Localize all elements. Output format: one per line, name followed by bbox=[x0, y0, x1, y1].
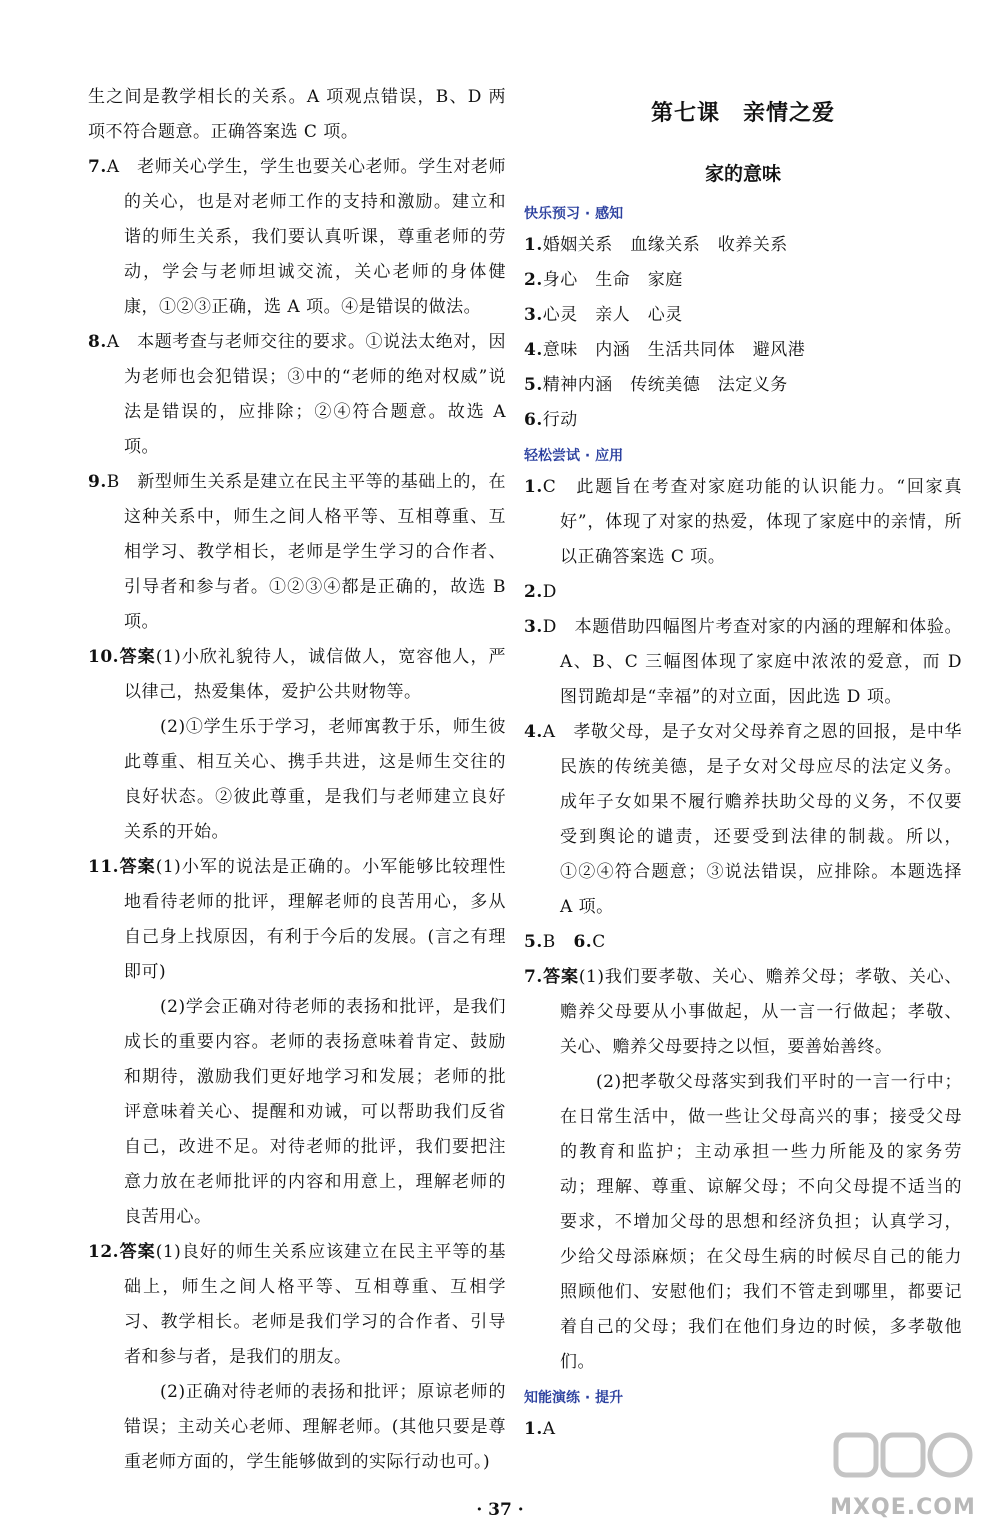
question-number: 12. bbox=[88, 1242, 120, 1262]
page-number: · 37 · bbox=[476, 1500, 524, 1520]
answer-text: (1)小欣礼貌待人，诚信做人，宽容他人，严以律己，热爱集体，爱护公共财物等。 bbox=[124, 647, 506, 702]
answer-text: D bbox=[542, 582, 557, 602]
question-number: 1. bbox=[524, 235, 543, 255]
answer-item-11 bbox=[88, 850, 506, 990]
question-number: 10. bbox=[88, 647, 120, 667]
question-number: 3. bbox=[524, 617, 543, 637]
question-number: 9. bbox=[88, 472, 107, 492]
answer-item-1 bbox=[524, 470, 962, 575]
preview-answer-item bbox=[524, 263, 962, 298]
answer-item-8 bbox=[88, 325, 506, 465]
answer-item-7 bbox=[524, 960, 962, 1065]
answer-item-12 bbox=[88, 1235, 506, 1375]
section-heading-drill: 知能演练 · 提升 bbox=[524, 1390, 624, 1406]
question-number: 2. bbox=[524, 582, 543, 602]
answer-text: A 本题考查与老师交往的要求。①说法太绝对，因为老师也会犯错误；③中的“老师的绝对权威”说法是错误的，应排除；②④符合题意。故选 A 项。 bbox=[106, 332, 506, 457]
answer-text: 行动 bbox=[542, 410, 578, 430]
answer-label: 答案 bbox=[542, 967, 579, 987]
answer-text: 身心 生命 家庭 bbox=[542, 270, 683, 290]
answer-item-5-6 bbox=[524, 925, 962, 960]
section-heading-preview: 快乐预习 · 感知 bbox=[524, 206, 624, 222]
answer-text: (2)把孝敬父母落实到我们平时的一言一行中；在日常生活中，做一些让父母高兴的事；接受父母的教育和监护；主动承担一些力所能及的家务劳动；理解、尊重、谅解父母；不向父母提不适当的要求，不增加父母的思想和经济负担；认真学习，少给父母添麻烦；在父母生病的时候尽自己的能力照顾他们、安慰他们；我们不管走到哪里，都要记着自己的父母；我们在他们身边的时候，多孝敬他们。 bbox=[560, 1072, 962, 1372]
answer-text: (1)良好的师生关系应该建立在民主平等的基础上，师生之间人格平等、互相尊重、互相学习、教学相长。老师是我们学习的合作者、引导者和参与者，是我们的朋友。 bbox=[124, 1242, 506, 1367]
watermark-text: MXQE.COM bbox=[830, 1495, 976, 1520]
question-number: 4. bbox=[524, 340, 543, 360]
answer-text: 婚姻关系 血缘关系 收养关系 bbox=[542, 235, 788, 255]
answer-item-3 bbox=[524, 610, 962, 715]
lesson-title: 第七课 亲情之爱 bbox=[650, 101, 835, 126]
answer-item-10 bbox=[88, 640, 506, 710]
answer-label: 答案 bbox=[119, 857, 156, 877]
answer-text: (2)学会正确对待老师的表扬和批评，是我们成长的重要内容。老师的表扬意味着肯定、鼓励和期待，激励我们更好地学习和发展；老师的批评意味着关心、提醒和劝诫，可以帮助我们反省自己，改进不足。对待老师的批评，我们要把注意力放在老师批评的内容和用意上，理解老师的良苦用心。 bbox=[124, 997, 506, 1227]
section-title: 家的意味 bbox=[704, 163, 781, 185]
answer-item-2 bbox=[524, 575, 962, 610]
question-number: 7. bbox=[88, 157, 107, 177]
watermark-icon bbox=[828, 1425, 978, 1495]
preview-answer-list bbox=[524, 228, 962, 438]
question-number: 5. bbox=[524, 932, 543, 952]
left-column bbox=[88, 80, 506, 1480]
answer-item-9 bbox=[88, 465, 506, 640]
answer-text: (1)小军的说法是正确的。小军能够比较理性地看待老师的批评，理解老师的良苦用心，多从自己身上找原因，有利于今后的发展。(言之有理即可) bbox=[124, 857, 506, 982]
section-heading-practice: 轻松尝试 · 应用 bbox=[524, 448, 624, 464]
answer-item-4 bbox=[524, 715, 962, 925]
watermark-logo bbox=[828, 1425, 978, 1525]
answer-text: 生之间是教学相长的关系。A 项观点错误，B、D 两项不符合题意。正确答案选 C 项。 bbox=[88, 87, 506, 142]
preview-answer-item bbox=[524, 333, 962, 368]
answer-text: 精神内涵 传统美德 法定义务 bbox=[542, 375, 788, 395]
preview-answer-item bbox=[524, 228, 962, 263]
question-number: 6. bbox=[524, 410, 543, 430]
question-number: 7. bbox=[524, 967, 543, 987]
answer-text: D 本题借助四幅图片考查对家的内涵的理解和体验。A、B、C 三幅图体现了家庭中浓浓的爱意，而 D 图罚跪却是“幸福”的对立面，因此选 D 项。 bbox=[542, 617, 962, 707]
question-number: 11. bbox=[88, 857, 120, 877]
question-number: 3. bbox=[524, 305, 543, 325]
answer-text: (1)我们要孝敬、关心、赡养父母；孝敬、关心、赡养父母要从小事做起，从一言一行做起；孝敬、关心、赡养父母要持之以恒，要善始善终。 bbox=[560, 967, 962, 1057]
answer-label: 答案 bbox=[119, 647, 156, 667]
answer-text: 意味 内涵 生活共同体 避风港 bbox=[542, 340, 806, 360]
question-number: 4. bbox=[524, 722, 543, 742]
question-number: 1. bbox=[524, 477, 543, 497]
answer-text: 心灵 亲人 心灵 bbox=[542, 305, 683, 325]
answer-label: 答案 bbox=[119, 1242, 156, 1262]
question-number: 5. bbox=[524, 375, 543, 395]
answer-text: A 孝敬父母，是子女对父母养育之恩的回报，是中华民族的传统美德，是子女对父母应尽的法定义务。成年子女如果不履行赡养扶助父母的义务，不仅要受到舆论的谴责，还要受到法律的制裁。所以，①②④符合题意；③说法错误，应排除。本题选择 A 项。 bbox=[542, 722, 962, 917]
preview-answer-item bbox=[524, 403, 962, 438]
preview-answer-item bbox=[524, 298, 962, 333]
question-number: 2. bbox=[524, 270, 543, 290]
question-number: 6. bbox=[573, 932, 593, 952]
answer-text: (2)正确对待老师的表扬和批评；原谅老师的错误；主动关心老师、理解老师。(其他只要是尊重老师方面的，学生能够做到的实际行动也可。) bbox=[124, 1382, 506, 1472]
answer-text: C 此题旨在考查对家庭功能的认识能力。“回家真好”，体现了对家的热爱，体现了家庭中的亲情，所以正确答案选 C 项。 bbox=[542, 477, 962, 567]
question-number: 8. bbox=[88, 332, 107, 352]
question-number: 1. bbox=[524, 1419, 543, 1439]
answer-text: A 老师关心学生，学生也要关心老师。学生对老师的关心，也是对老师工作的支持和激励。建立和谐的师生关系，我们要认真听课，尊重老师的劳动，学会与老师坦诚交流，关心老师的身体健康，①②③正确，选 A 项。④是错误的做法。 bbox=[106, 157, 506, 317]
answer-text: A bbox=[542, 1419, 556, 1439]
right-column bbox=[524, 80, 962, 1447]
preview-answer-item bbox=[524, 368, 962, 403]
answer-text: (2)①学生乐于学习，老师寓教于乐，师生彼此尊重、相互关心、携手共进，这是师生交往的良好状态。②彼此尊重，是我们与老师建立良好关系的开始。 bbox=[124, 717, 506, 842]
answer-item-7 bbox=[88, 150, 506, 325]
answer-text: B 新型师生关系是建立在民主平等的基础上的，在这种关系中，师生之间人格平等、互相尊重、互相学习、教学相长，老师是学生学习的合作者、引导者和参与者。①②③④都是正确的，故选 B 项。 bbox=[106, 472, 506, 632]
answer-text: C bbox=[592, 932, 606, 952]
answer-text: B bbox=[542, 932, 556, 952]
